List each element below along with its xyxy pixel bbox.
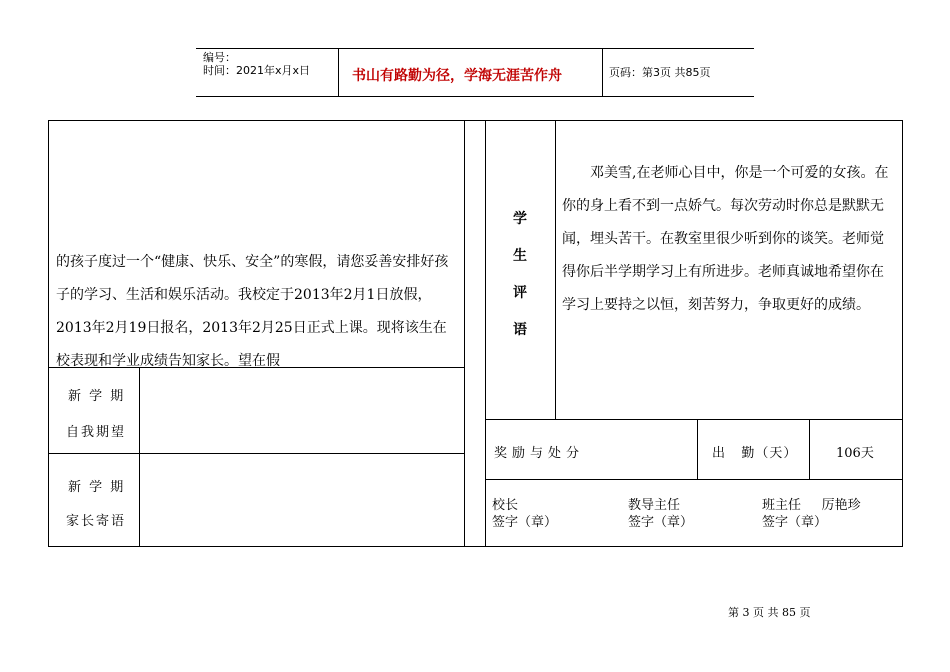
awards-label: 奖励与处分 — [494, 446, 585, 461]
attendance-value: 106天 — [836, 446, 874, 461]
class-teacher-title: 班主任 厉艳珍 — [762, 498, 861, 513]
awards-field[interactable] — [599, 421, 695, 478]
dean-title: 教导主任 — [628, 498, 681, 513]
comment-label-char: 生 — [513, 248, 527, 264]
student-comment-label — [505, 208, 535, 356]
comment-label-char: 语 — [513, 322, 527, 338]
doc-number-label: 编号： — [203, 51, 236, 64]
dean-signature: 签字（章） — [628, 515, 694, 530]
doc-time-label: 时间：2021年x月x日 — [203, 64, 311, 77]
principal-signature: 签字（章） — [492, 515, 558, 530]
header-page-label: 页码：第3页 共85页 — [609, 66, 711, 79]
footer-page-number: 第 3 页 共 85 页 — [728, 606, 811, 619]
parent-message-label-line2: 家长寄语 — [66, 514, 127, 529]
parent-message-field[interactable] — [141, 455, 463, 545]
header-motto: 书山有路勤为径，学海无涯苦作舟 — [352, 68, 562, 84]
notice-paragraph: 的孩子度过一个“健康、快乐、安全”的寒假，请您妥善安排好孩子的学习、生活和娱乐活动。我校定于2013年2月1日放假， 2013年2月19日报名，2013年2月25日正式上课。现将该生在校表现和学业成绩告知家长。望在假 — [56, 254, 449, 369]
comment-label-char: 学 — [513, 211, 527, 227]
self-expectation-label-line2: 自我期望 — [66, 425, 127, 440]
principal-title: 校长 — [492, 498, 519, 513]
parent-message-label-line1: 新 学 期 — [68, 480, 126, 495]
comment-label-char: 评 — [513, 285, 527, 301]
self-expectation-field[interactable] — [141, 369, 463, 452]
student-comment-text: 邓美雪,在老师心目中，你是一个可爱的女孩。在你的身上看不到一点娇气。每次劳动时你总是默默无闻，埋头苦干。在教室里很少听到你的谈笑。老师觉得你后半学期学习上有所进步。老师真诚地希望你在学习上要持之以恒，刻苦努力，争取更好的成绩。 — [562, 165, 889, 313]
attendance-label: 出 勤（天） — [712, 446, 798, 461]
self-expectation-label-line1: 新 学 期 — [68, 389, 126, 404]
class-teacher-signature: 签字（章） — [762, 515, 828, 530]
